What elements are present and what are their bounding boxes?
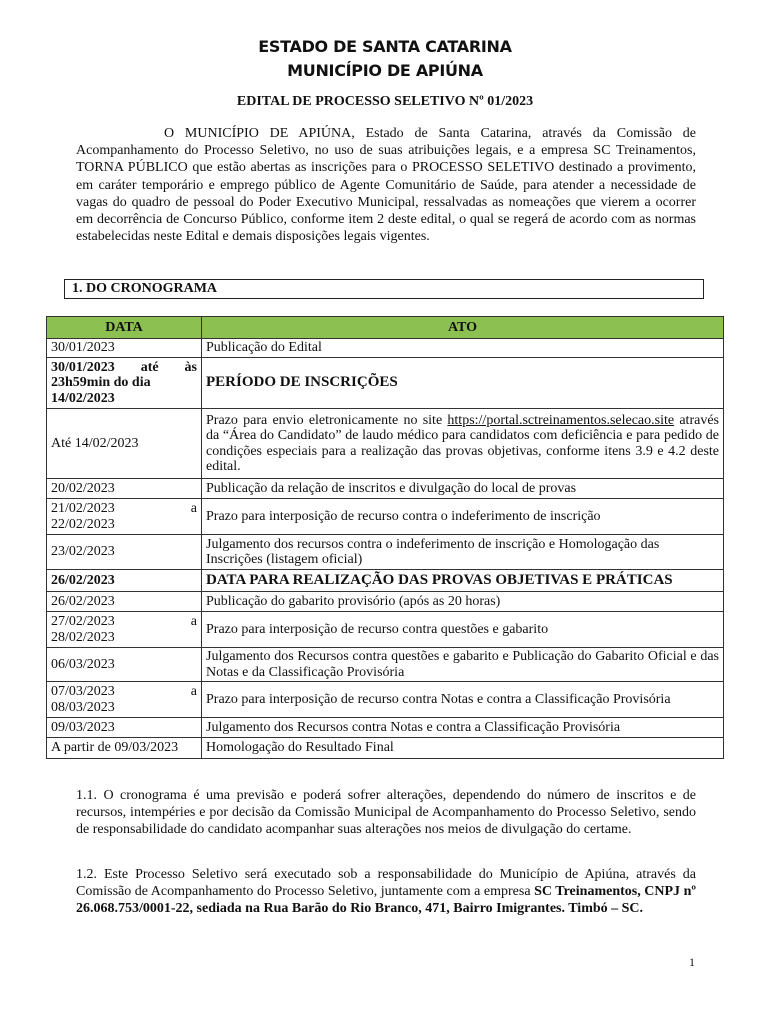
date-cell: A partir de 09/03/2023 (47, 738, 202, 759)
table-row (47, 682, 724, 718)
table-row (47, 358, 724, 409)
ato-cell: Prazo para interposição de recurso contra Notas e contra a Classificação Provisória (202, 682, 724, 718)
edital-title: EDITAL DE PROCESSO SELETIVO Nº 01/2023 (236, 94, 534, 109)
date-line (51, 684, 197, 700)
table-row (47, 499, 724, 535)
ato-cell: Publicação do Edital (202, 339, 724, 358)
date-text: a (190, 614, 197, 629)
date-cell (47, 499, 202, 535)
ato-cell: Homologação do Resultado Final (202, 738, 724, 759)
ato-text: através da “Área do Candidato” de laudo médico para candidatos com deficiência e para pedido de condições especiais para a realização das provas objetivas, conforme itens 3.9 e 4.2 deste edital. (206, 412, 719, 474)
date-text: 21/02/2023 (51, 501, 115, 516)
ato-cell: Prazo para interposição de recurso contra questões e gabarito (202, 612, 724, 648)
ato-cell: Publicação do gabarito provisório (após as 20 horas) (202, 592, 724, 612)
table-row (47, 592, 724, 612)
ato-cell: Julgamento dos Recursos contra Notas e contra a Classificação Provisória (202, 718, 724, 738)
date-cell: 30/01/2023 (47, 339, 202, 358)
portal-link[interactable]: https://portal.sctreinamentos.selecao.site (447, 412, 675, 428)
schedule-table (46, 316, 724, 759)
date-text: 08/03/2023 (51, 699, 115, 715)
date-text: 30/01/2023 (51, 359, 115, 375)
date-cell (47, 682, 202, 718)
table-row (47, 718, 724, 738)
municipality-heading: MUNICÍPIO DE APIÚNA (287, 61, 483, 80)
date-cell: 26/02/2023 (47, 570, 202, 592)
page-number: 1 (689, 955, 695, 969)
column-header-ato: ATO (202, 317, 724, 339)
table-row (47, 570, 724, 592)
ato-cell: Publicação da relação de inscritos e divulgação do local de provas (202, 479, 724, 499)
table-row (47, 535, 724, 570)
table-row (47, 339, 724, 358)
ato-cell: Julgamento dos Recursos contra questões e gabarito e Publicação do Gabarito Oficial e das Notas e da Classificação Provisória (202, 648, 724, 682)
date-text: 23h59min do dia (51, 375, 151, 391)
date-text: 27/02/2023 (51, 614, 115, 629)
intro-paragraph: O MUNICÍPIO DE APIÚNA, Estado de Santa Catarina, através da Comissão de Acompanhamento do Processo Seletivo, no uso de suas atribuições legais, e a empresa SC Treinamentos, TORNA PÚBLICO que estão abertas as inscrições para o PROCESSO SELETIVO destinado a provimento, em caráter temporário e emprego público de Agente Comunitário de Saúde, para atender a necessidade de vagas do quadro de pessoal do Poder Executivo Municipal, ressalvadas as nomeações que vierem a ocorrer em decorrência de Concurso Público, conforme item 2 deste edital, o qual se regerá de acordo com as normas estabelecidas neste Edital e demais disposições legais vigentes. (76, 126, 696, 245)
date-text: 22/02/2023 (51, 516, 115, 532)
date-text: a (190, 684, 197, 699)
column-header-data: DATA (47, 317, 202, 339)
ato-cell: DATA PARA REALIZAÇÃO DAS PROVAS OBJETIVAS E PRÁTICAS (202, 570, 724, 592)
date-cell: 26/02/2023 (47, 592, 202, 612)
section-heading-cronograma: 1. DO CRONOGRAMA (64, 279, 704, 299)
ato-cell: Julgamento dos recursos contra o indeferimento de inscrição e Homologação das Inscrições (listagem oficial) (202, 535, 724, 570)
table-row (47, 479, 724, 499)
date-text: até (140, 359, 159, 375)
date-line (51, 501, 197, 517)
company-details: SC Treinamentos, CNPJ nº 26.068.753/0001-22, sediada na Rua Barão do Rio Branco, 471, Bairro Imigrantes. Timbó – SC. (76, 884, 696, 917)
date-cell: 09/03/2023 (47, 718, 202, 738)
ato-cell: Prazo para interposição de recurso contra o indeferimento de inscrição (202, 499, 724, 535)
table-header-row (47, 317, 724, 339)
date-cell: Até 14/02/2023 (47, 409, 202, 479)
date-cell: 23/02/2023 (47, 535, 202, 570)
date-text: 07/03/2023 (51, 684, 115, 699)
table-row (47, 648, 724, 682)
table-row (47, 738, 724, 759)
ato-cell: PERÍODO DE INSCRIÇÕES (202, 358, 724, 409)
date-line (51, 360, 197, 376)
table-row (47, 409, 724, 479)
date-cell (47, 612, 202, 648)
ato-text: Prazo para envio eletronicamente no site (206, 412, 448, 428)
date-text: às (184, 359, 197, 375)
date-text: 28/02/2023 (51, 629, 115, 645)
ato-cell (202, 409, 724, 479)
date-text: a (190, 501, 197, 516)
state-heading: ESTADO DE SANTA CATARINA (258, 37, 512, 56)
paragraph-1-2 (76, 866, 696, 918)
date-text: 14/02/2023 (51, 390, 115, 406)
date-cell: 06/03/2023 (47, 648, 202, 682)
table-row (47, 612, 724, 648)
date-cell: 20/02/2023 (47, 479, 202, 499)
paragraph-1-1: 1.1. O cronograma é uma previsão e poderá sofrer alterações, dependendo do número de inscritos e de recursos, intempéries e por decisão da Comissão Municipal de Acompanhamento do Processo Seletivo, sendo de responsabilidade do candidato acompanhar suas alterações nos meios de divulgação do certame. (76, 788, 696, 838)
paragraph-text: 1.2. Este Processo Seletivo será executado sob a responsabilidade do Município de Apiúna, através da Comissão de Acompanhamento do Processo Seletivo, juntamente com a empresa (76, 867, 696, 900)
date-line (51, 614, 197, 630)
date-cell (47, 358, 202, 409)
